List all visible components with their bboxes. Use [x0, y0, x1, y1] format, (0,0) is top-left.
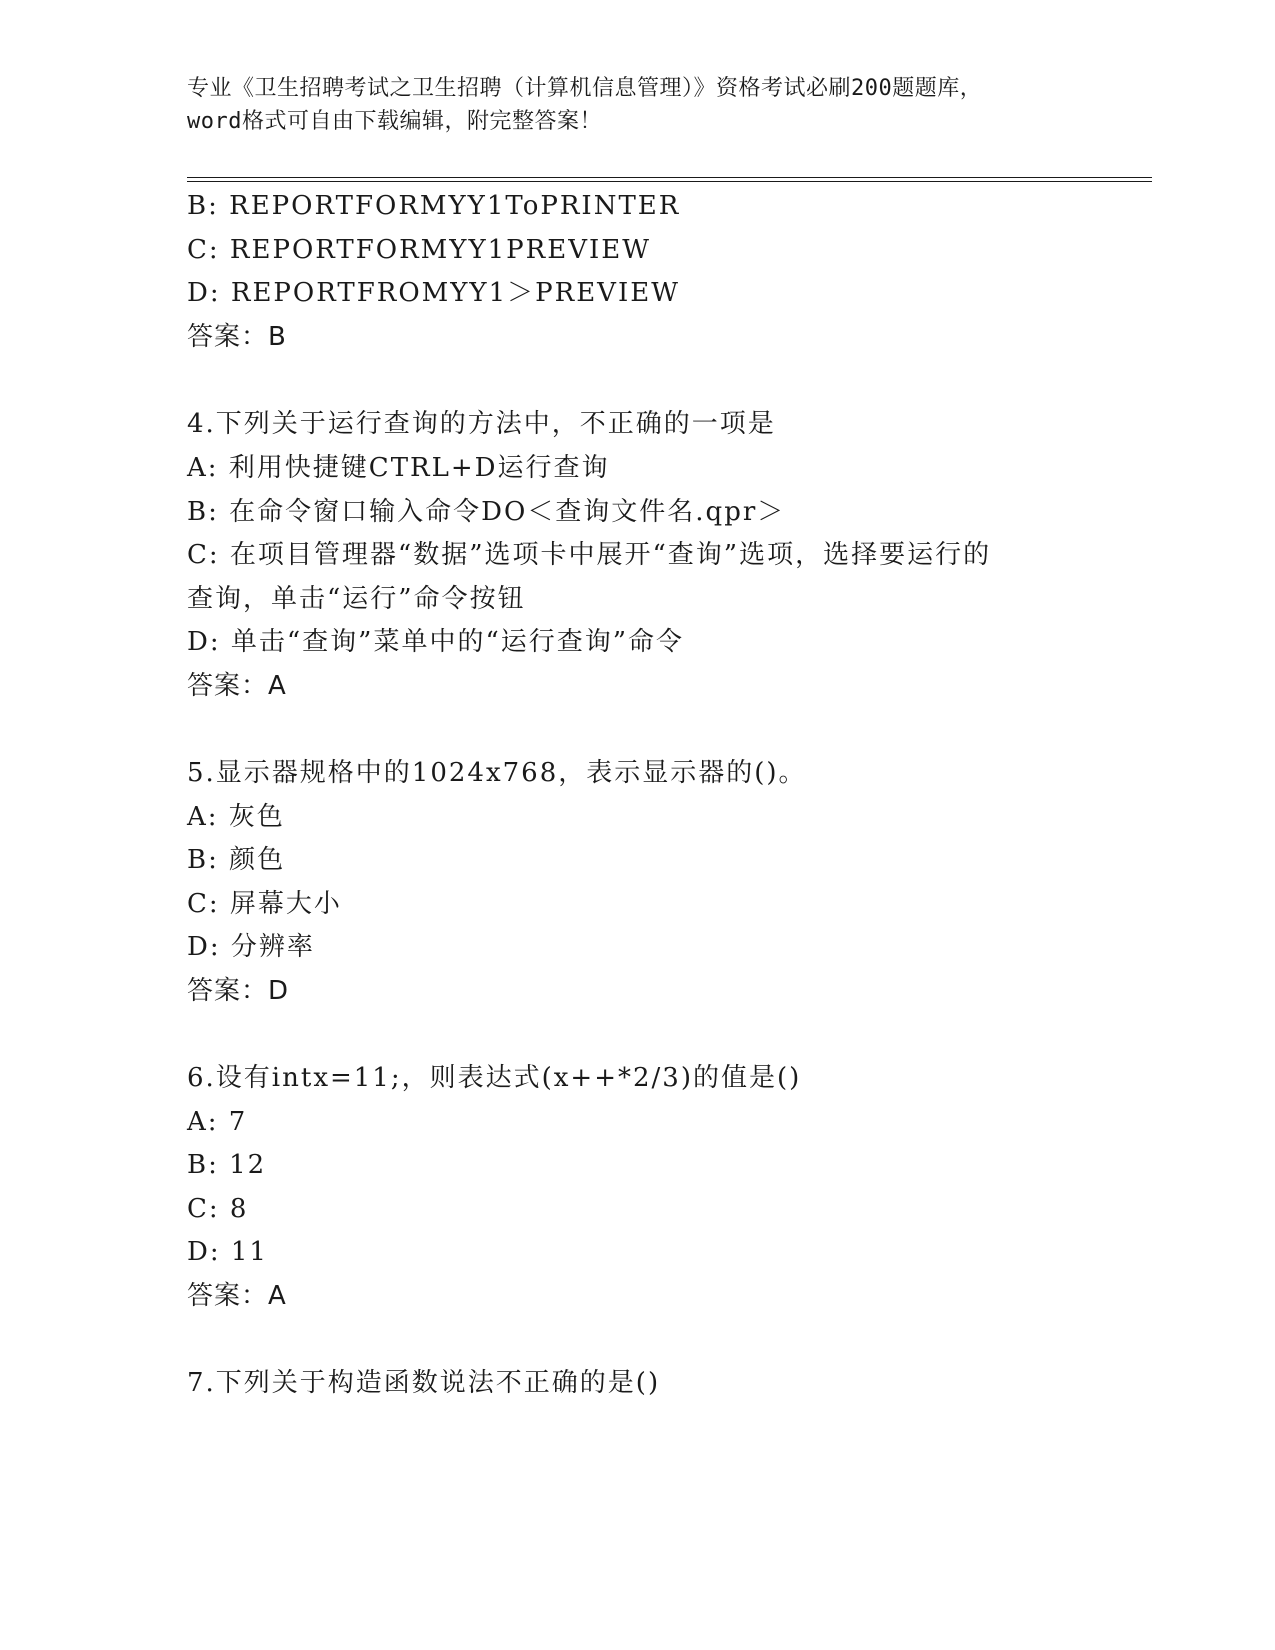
option-d: D: 单击“查询”菜单中的“运行查询”命令 — [187, 627, 685, 657]
header-divider-top — [187, 177, 1152, 178]
option-b: B: 在命令窗口输入命令DO＜查询文件名.qpr＞ — [187, 497, 786, 527]
header-divider-bottom — [187, 181, 1152, 182]
option-c: C: 在项目管理器“数据”选项卡中展开“查询”选项，选择要运行的 — [187, 540, 992, 570]
option-d: D: 分辨率 — [187, 932, 315, 962]
option-d: D: REPORTFROMYY1＞PREVIEW — [187, 278, 680, 308]
option-a: A: 7 — [187, 1107, 248, 1137]
answer: 答案：B — [187, 322, 287, 352]
answer: 答案：A — [187, 671, 287, 701]
option-c-continued: 查询，单击“运行”命令按钮 — [187, 584, 526, 614]
option-a: A: 利用快捷键CTRL+D运行查询 — [187, 453, 610, 483]
option-c: C: 屏幕大小 — [187, 889, 342, 919]
header-line-2: word格式可自由下载编辑，附完整答案！ — [187, 109, 602, 134]
option-d: D: 11 — [187, 1237, 268, 1267]
header-line-1: 专业《卫生招聘考试之卫生招聘（计算机信息管理）》资格考试必刷200题题库， — [187, 76, 983, 101]
option-c: C: 8 — [187, 1194, 249, 1224]
option-b: B: 12 — [187, 1150, 267, 1180]
question-text: 7.下列关于构造函数说法不正确的是() — [187, 1368, 661, 1398]
option-b: B: REPORTFORMYY1ToPRINTER — [187, 191, 681, 221]
option-c: C: REPORTFORMYY1PREVIEW — [187, 235, 651, 265]
option-a: A: 灰色 — [187, 802, 285, 832]
question-text: 5.显示器规格中的1024x768，表示显示器的()。 — [187, 758, 807, 788]
option-b: B: 颜色 — [187, 845, 286, 875]
question-text: 4.下列关于运行查询的方法中，不正确的一项是 — [187, 409, 776, 439]
question-text: 6.设有intx=11;，则表达式(x++*2/3)的值是() — [187, 1063, 802, 1093]
answer: 答案：D — [187, 976, 290, 1006]
document-header — [187, 72, 1087, 138]
answer: 答案：A — [187, 1281, 287, 1311]
